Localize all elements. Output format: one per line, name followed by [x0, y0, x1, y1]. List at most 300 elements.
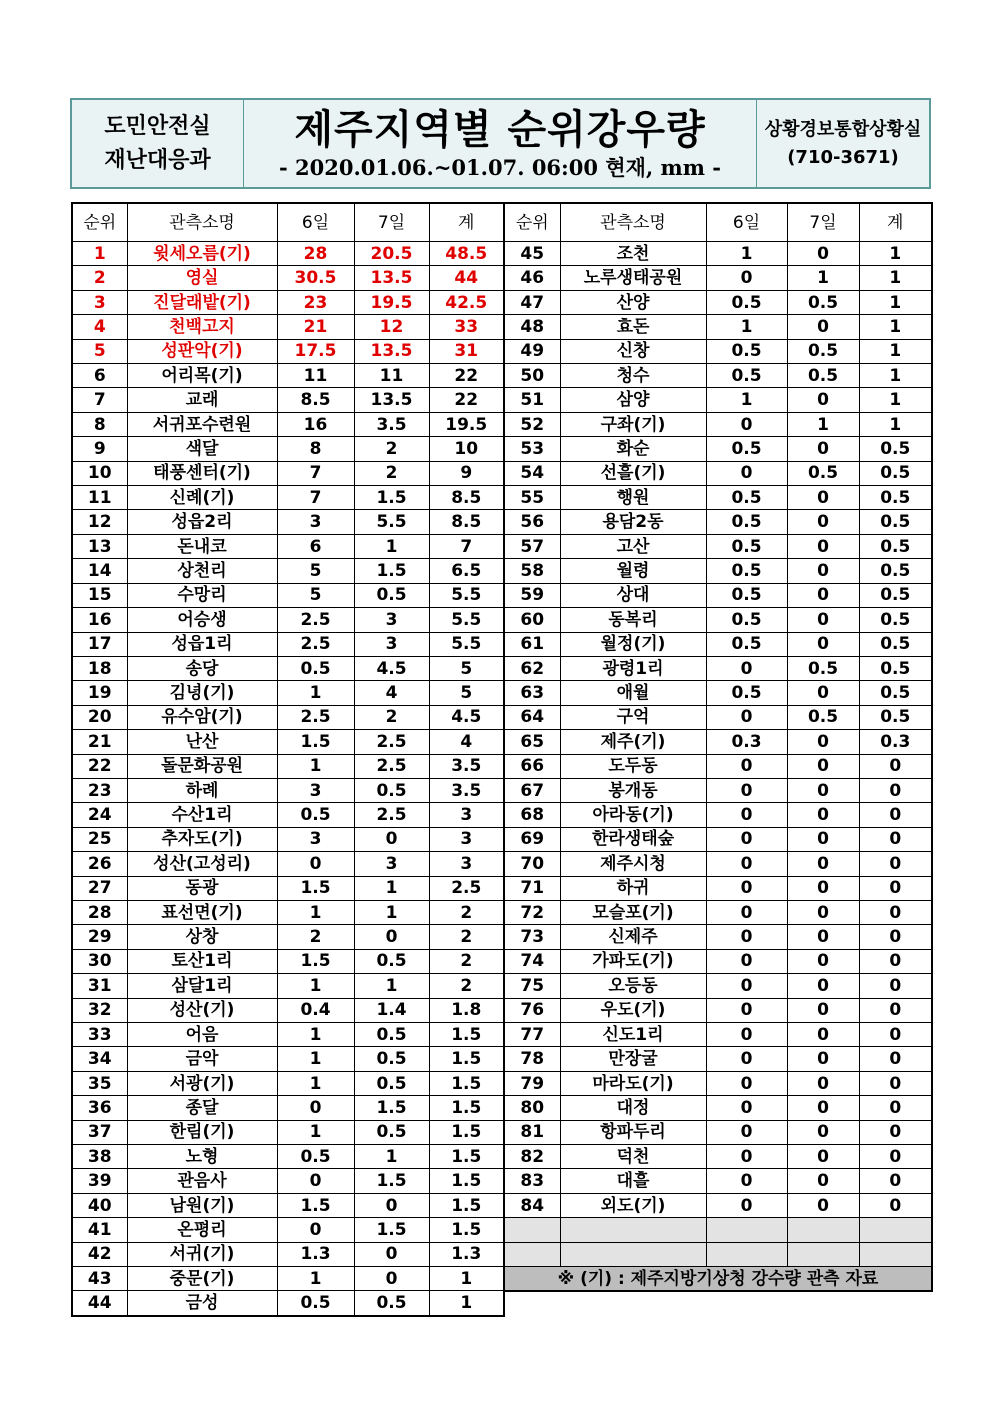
day7-cell: 0: [787, 437, 859, 461]
station-cell: 천백고지: [127, 315, 277, 339]
day6-cell: 0: [706, 876, 787, 900]
table-row: [72, 388, 504, 412]
page-title: 제주지역별 순위강우량: [294, 106, 706, 153]
table-row: [72, 1047, 504, 1071]
total-cell: 0: [859, 1193, 932, 1217]
day6-cell: 0: [706, 1071, 787, 1095]
table-row: [504, 412, 932, 436]
day6-cell: 0: [706, 925, 787, 949]
rank-cell: 69: [504, 827, 560, 851]
station-cell: 동광: [127, 876, 277, 900]
station-cell: 신례(기): [127, 486, 277, 510]
station-cell: 덕천: [560, 1145, 706, 1169]
total-cell: 1.8: [429, 998, 504, 1022]
rank-cell: 57: [504, 534, 560, 558]
total-cell: 0.5: [859, 534, 932, 558]
day7-cell: 2.5: [354, 754, 429, 778]
table-row: [504, 754, 932, 778]
station-cell: 화순: [560, 437, 706, 461]
total-cell: 48.5: [429, 242, 504, 266]
day6-cell: 1.5: [277, 730, 354, 754]
day6-cell: 1: [277, 1023, 354, 1047]
day7-cell: 1.5: [354, 486, 429, 510]
day7-cell: 1: [354, 1145, 429, 1169]
station-cell: 행원: [560, 486, 706, 510]
day7-cell: 0: [787, 754, 859, 778]
table-row: [72, 998, 504, 1022]
table-row: [72, 266, 504, 290]
station-cell: 추자도(기): [127, 827, 277, 851]
day6-cell: 0: [706, 656, 787, 680]
day6-cell: 0.5: [706, 290, 787, 314]
title-block: [244, 100, 757, 187]
day6-cell: 0.5: [706, 681, 787, 705]
rank-cell: 76: [504, 998, 560, 1022]
day6-cell: 0: [706, 827, 787, 851]
station-cell: 노형: [127, 1145, 277, 1169]
table-row: [72, 461, 504, 485]
rank-cell: 84: [504, 1193, 560, 1217]
station-cell: 성읍2리: [127, 510, 277, 534]
station-cell: 노루생태공원: [560, 266, 706, 290]
station-cell: 종달: [127, 1096, 277, 1120]
station-cell: 윗세오름(기): [127, 242, 277, 266]
table-row: [504, 656, 932, 680]
total-cell: 1: [859, 290, 932, 314]
day6-cell: 1: [277, 1120, 354, 1144]
rank-cell: 47: [504, 290, 560, 314]
column-header: 관측소명: [560, 203, 706, 242]
day7-cell: 0: [787, 925, 859, 949]
rank-cell: 68: [504, 803, 560, 827]
table-row: [72, 1242, 504, 1266]
rank-cell: 21: [72, 730, 127, 754]
day7-cell: 4: [354, 681, 429, 705]
rank-cell: 50: [504, 364, 560, 388]
table-row: [504, 388, 932, 412]
table-row: [504, 1023, 932, 1047]
day7-cell: 0.5: [787, 364, 859, 388]
rank-cell: 37: [72, 1120, 127, 1144]
day7-cell: 0: [787, 315, 859, 339]
rank-cell: 1: [72, 242, 127, 266]
day7-cell: 2: [354, 461, 429, 485]
day6-cell: 3: [277, 778, 354, 802]
day6-cell: 0: [706, 705, 787, 729]
day7-cell: 0: [787, 608, 859, 632]
day7-cell: 3.5: [354, 412, 429, 436]
empty-cell: [504, 1242, 560, 1266]
table-row: [504, 827, 932, 851]
total-cell: 0: [859, 998, 932, 1022]
day7-cell: 1.5: [354, 1096, 429, 1120]
rank-cell: 13: [72, 534, 127, 558]
table-row: [72, 412, 504, 436]
day6-cell: 0.5: [277, 1291, 354, 1316]
table-row: [504, 1169, 932, 1193]
station-cell: 진달래밭(기): [127, 290, 277, 314]
day7-cell: 12: [354, 315, 429, 339]
day7-cell: 0: [787, 534, 859, 558]
rank-cell: 74: [504, 949, 560, 973]
station-cell: 모슬포(기): [560, 900, 706, 924]
station-cell: 태풍센터(기): [127, 461, 277, 485]
day7-cell: 0: [354, 1242, 429, 1266]
total-cell: 0.5: [859, 608, 932, 632]
total-cell: 5: [429, 681, 504, 705]
rank-cell: 48: [504, 315, 560, 339]
station-cell: 성산(기): [127, 998, 277, 1022]
table-row: [504, 778, 932, 802]
station-cell: 월령: [560, 559, 706, 583]
rank-cell: 79: [504, 1071, 560, 1095]
total-cell: 0.5: [859, 559, 932, 583]
day6-cell: 0.3: [706, 730, 787, 754]
total-cell: 42.5: [429, 290, 504, 314]
total-cell: 0: [859, 754, 932, 778]
station-cell: 만장굴: [560, 1047, 706, 1071]
day7-cell: 0: [787, 730, 859, 754]
rank-cell: 82: [504, 1145, 560, 1169]
day6-cell: 0.5: [706, 437, 787, 461]
day7-cell: 0.5: [787, 461, 859, 485]
day6-cell: 30.5: [277, 266, 354, 290]
total-cell: 0: [859, 949, 932, 973]
table-body-left: [72, 242, 504, 1316]
rank-cell: 70: [504, 852, 560, 876]
total-cell: 9: [429, 461, 504, 485]
day6-cell: 1: [706, 242, 787, 266]
table-row: [72, 949, 504, 973]
rank-cell: 11: [72, 486, 127, 510]
org-line2: 재난대응과: [104, 147, 211, 173]
day6-cell: 5: [277, 583, 354, 607]
table-row: [72, 852, 504, 876]
day7-cell: 1: [354, 900, 429, 924]
rank-cell: 71: [504, 876, 560, 900]
table-row: [72, 1291, 504, 1316]
table-row: [504, 1096, 932, 1120]
day7-cell: 1.5: [354, 1169, 429, 1193]
day7-cell: 0: [787, 242, 859, 266]
day6-cell: 0: [706, 412, 787, 436]
rank-cell: 35: [72, 1071, 127, 1095]
day6-cell: 0: [706, 266, 787, 290]
day6-cell: 0.5: [277, 1145, 354, 1169]
station-cell: 마라도(기): [560, 1071, 706, 1095]
day7-cell: 0: [787, 1145, 859, 1169]
station-cell: 수망리: [127, 583, 277, 607]
table-row: [72, 656, 504, 680]
day7-cell: 0: [787, 1120, 859, 1144]
day6-cell: 21: [277, 315, 354, 339]
station-cell: 외도(기): [560, 1193, 706, 1217]
rank-cell: 28: [72, 900, 127, 924]
total-cell: 1.5: [429, 1071, 504, 1095]
table-row: [72, 559, 504, 583]
station-cell: 광령1리: [560, 656, 706, 680]
station-cell: 상창: [127, 925, 277, 949]
day7-cell: 0.5: [787, 290, 859, 314]
day6-cell: 2: [277, 925, 354, 949]
day6-cell: 3: [277, 827, 354, 851]
column-header: 순위: [504, 203, 560, 242]
station-cell: 봉개동: [560, 778, 706, 802]
station-cell: 동복리: [560, 608, 706, 632]
total-cell: 22: [429, 364, 504, 388]
rank-cell: 32: [72, 998, 127, 1022]
day6-cell: 17.5: [277, 339, 354, 363]
table-row: [504, 876, 932, 900]
table-row: [72, 608, 504, 632]
day6-cell: 2.5: [277, 705, 354, 729]
total-cell: 10: [429, 437, 504, 461]
table-row: [72, 534, 504, 558]
rainfall-table-right: [503, 202, 933, 1292]
rank-cell: 77: [504, 1023, 560, 1047]
day6-cell: 0.5: [706, 632, 787, 656]
table-row: [504, 583, 932, 607]
total-cell: 8.5: [429, 510, 504, 534]
column-header: 계: [859, 203, 932, 242]
table-header-row: [72, 203, 504, 242]
station-cell: 제주시청: [560, 852, 706, 876]
table-row: [72, 1193, 504, 1217]
column-header: 7일: [354, 203, 429, 242]
table-row: [72, 242, 504, 266]
day7-cell: 2: [354, 437, 429, 461]
table-row: [504, 705, 932, 729]
rank-cell: 4: [72, 315, 127, 339]
rank-cell: 10: [72, 461, 127, 485]
table-row: [504, 315, 932, 339]
table-row: [72, 364, 504, 388]
rank-cell: 59: [504, 583, 560, 607]
day7-cell: 0.5: [787, 339, 859, 363]
day6-cell: 0: [706, 1047, 787, 1071]
table-row: [504, 486, 932, 510]
day6-cell: 1: [706, 315, 787, 339]
rank-cell: 60: [504, 608, 560, 632]
table-row: [72, 486, 504, 510]
day6-cell: 0: [706, 461, 787, 485]
day7-cell: 3: [354, 608, 429, 632]
total-cell: 22: [429, 388, 504, 412]
table-row: [72, 900, 504, 924]
day6-cell: 16: [277, 412, 354, 436]
rank-cell: 15: [72, 583, 127, 607]
table-row: [72, 290, 504, 314]
rank-cell: 16: [72, 608, 127, 632]
day6-cell: 23: [277, 290, 354, 314]
station-cell: 성읍1리: [127, 632, 277, 656]
day6-cell: 2.5: [277, 632, 354, 656]
office-block: [757, 100, 929, 187]
column-header: 계: [429, 203, 504, 242]
total-cell: 1: [859, 412, 932, 436]
table-row: [504, 290, 932, 314]
total-cell: 3.5: [429, 754, 504, 778]
empty-cell: [560, 1242, 706, 1266]
empty-cell: [560, 1218, 706, 1242]
station-cell: 한림(기): [127, 1120, 277, 1144]
rainfall-table-left: [71, 202, 505, 1317]
rank-cell: 18: [72, 656, 127, 680]
rank-cell: 5: [72, 339, 127, 363]
table-row: [504, 461, 932, 485]
empty-row: [504, 1218, 932, 1242]
rank-cell: 63: [504, 681, 560, 705]
table-row: [504, 364, 932, 388]
page-subtitle: - 2020.01.06.~01.07. 06:00 현재, mm -: [278, 154, 721, 180]
station-cell: 돈내코: [127, 534, 277, 558]
total-cell: 0.5: [859, 583, 932, 607]
total-cell: 1: [859, 242, 932, 266]
table-row: [72, 1120, 504, 1144]
office-name: 상황경보통합상황실: [764, 118, 922, 140]
day6-cell: 11: [277, 364, 354, 388]
station-cell: 조천: [560, 242, 706, 266]
total-cell: 0: [859, 925, 932, 949]
station-cell: 고산: [560, 534, 706, 558]
day6-cell: 1.5: [277, 1193, 354, 1217]
empty-cell: [787, 1218, 859, 1242]
empty-cell: [787, 1242, 859, 1266]
day6-cell: 1.5: [277, 876, 354, 900]
rank-cell: 36: [72, 1096, 127, 1120]
day7-cell: 0: [787, 510, 859, 534]
station-cell: 김녕(기): [127, 681, 277, 705]
total-cell: 1: [859, 388, 932, 412]
rank-cell: 53: [504, 437, 560, 461]
total-cell: 6.5: [429, 559, 504, 583]
rank-cell: 23: [72, 778, 127, 802]
day7-cell: 0: [787, 583, 859, 607]
day7-cell: 19.5: [354, 290, 429, 314]
day6-cell: 7: [277, 486, 354, 510]
table-row: [72, 754, 504, 778]
rank-cell: 73: [504, 925, 560, 949]
day6-cell: 6: [277, 534, 354, 558]
rank-cell: 24: [72, 803, 127, 827]
station-cell: 남원(기): [127, 1193, 277, 1217]
day6-cell: 0: [706, 974, 787, 998]
station-cell: 도두동: [560, 754, 706, 778]
day6-cell: 0: [706, 803, 787, 827]
day7-cell: 0.5: [354, 1291, 429, 1316]
day7-cell: 0: [354, 925, 429, 949]
column-header: 6일: [277, 203, 354, 242]
rank-cell: 52: [504, 412, 560, 436]
day7-cell: 1.5: [354, 559, 429, 583]
total-cell: 1.5: [429, 1120, 504, 1144]
day7-cell: 0: [787, 949, 859, 973]
day6-cell: 8: [277, 437, 354, 461]
station-cell: 효돈: [560, 315, 706, 339]
column-header: 7일: [787, 203, 859, 242]
rank-cell: 83: [504, 1169, 560, 1193]
rank-cell: 26: [72, 852, 127, 876]
day6-cell: 7: [277, 461, 354, 485]
day7-cell: 2.5: [354, 803, 429, 827]
station-cell: 청수: [560, 364, 706, 388]
rank-cell: 49: [504, 339, 560, 363]
rank-cell: 9: [72, 437, 127, 461]
station-cell: 산양: [560, 290, 706, 314]
rank-cell: 31: [72, 974, 127, 998]
total-cell: 44: [429, 266, 504, 290]
station-cell: 영실: [127, 266, 277, 290]
total-cell: 31: [429, 339, 504, 363]
day6-cell: 1.3: [277, 1242, 354, 1266]
total-cell: 0: [859, 827, 932, 851]
table-body-right: [504, 242, 932, 1292]
day7-cell: 0.5: [354, 1120, 429, 1144]
station-cell: 토산1리: [127, 949, 277, 973]
total-cell: 1: [429, 1267, 504, 1291]
table-row: [72, 974, 504, 998]
day6-cell: 0.5: [706, 559, 787, 583]
org-block: [72, 100, 244, 187]
total-cell: 5.5: [429, 608, 504, 632]
rank-cell: 2: [72, 266, 127, 290]
total-cell: 1.3: [429, 1242, 504, 1266]
day6-cell: 0.5: [706, 510, 787, 534]
day6-cell: 1: [277, 1047, 354, 1071]
station-cell: 상대: [560, 583, 706, 607]
day7-cell: 0: [787, 632, 859, 656]
day6-cell: 1: [277, 1267, 354, 1291]
day7-cell: 0.5: [787, 656, 859, 680]
table-row: [72, 315, 504, 339]
day6-cell: 2.5: [277, 608, 354, 632]
rank-cell: 41: [72, 1218, 127, 1242]
station-cell: 어음: [127, 1023, 277, 1047]
empty-cell: [706, 1218, 787, 1242]
total-cell: 7: [429, 534, 504, 558]
day6-cell: 0: [277, 852, 354, 876]
rank-cell: 81: [504, 1120, 560, 1144]
station-cell: 신도1리: [560, 1023, 706, 1047]
day7-cell: 1.4: [354, 998, 429, 1022]
station-cell: 온평리: [127, 1218, 277, 1242]
rank-cell: 51: [504, 388, 560, 412]
table-row: [72, 827, 504, 851]
station-cell: 신창: [560, 339, 706, 363]
day7-cell: 0: [787, 1047, 859, 1071]
day6-cell: 0: [706, 1169, 787, 1193]
total-cell: 1.5: [429, 1145, 504, 1169]
total-cell: 1: [859, 339, 932, 363]
total-cell: 0: [859, 1096, 932, 1120]
table-row: [72, 1023, 504, 1047]
table-row: [72, 1169, 504, 1193]
station-cell: 서귀포수련원: [127, 412, 277, 436]
total-cell: 0.5: [859, 632, 932, 656]
total-cell: 0: [859, 876, 932, 900]
table-row: [504, 266, 932, 290]
station-cell: 색달: [127, 437, 277, 461]
station-cell: 서귀(기): [127, 1242, 277, 1266]
day6-cell: 0: [706, 754, 787, 778]
day6-cell: 0: [706, 900, 787, 924]
rank-cell: 40: [72, 1193, 127, 1217]
station-cell: 삼달1리: [127, 974, 277, 998]
table-row: [504, 1047, 932, 1071]
rank-cell: 45: [504, 242, 560, 266]
total-cell: 2: [429, 925, 504, 949]
total-cell: 0.5: [859, 486, 932, 510]
